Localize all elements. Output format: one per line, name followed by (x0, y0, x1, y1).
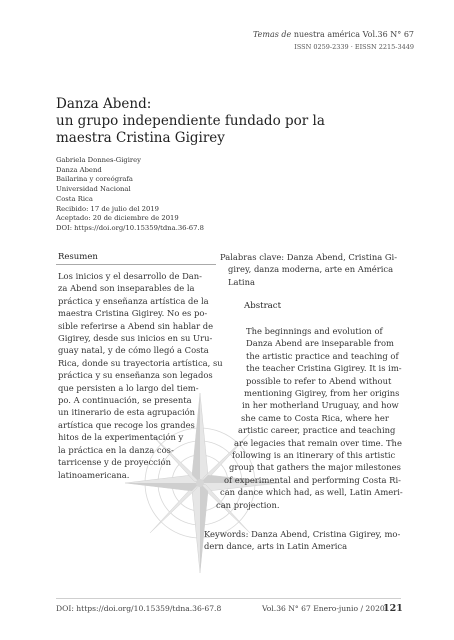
abstract-line: of experimental and performing Costa Ri- (224, 474, 401, 485)
title-line: Danza Abend: (56, 96, 152, 112)
keywords (204, 528, 419, 553)
abstract-line: Danza Abend are inseparable from (246, 338, 394, 349)
author-metadata (56, 156, 256, 234)
article-title (56, 96, 356, 147)
resumen-line: la práctica en la danza cos- (58, 444, 174, 455)
resumen-heading: Resumen (58, 252, 98, 262)
palabras-line: girey, danza moderna, arte en América (228, 264, 394, 275)
keywords-line: dern dance, arts in Latin America (204, 541, 348, 552)
footer-doi-link[interactable]: DOI: https://doi.org/10.15359/tdna.36-67.8 (56, 604, 222, 613)
author-affiliation: Danza Abend (56, 165, 102, 174)
resumen-line: hitos de la experimentación y (58, 432, 184, 443)
resumen-line: práctica y su enseñanza son legados (58, 370, 213, 381)
resumen-line: práctica y enseñanza artística de la (58, 295, 209, 306)
abstract-line: artistic career, practice and teaching (238, 425, 396, 436)
abstract-line: The beginnings and evolution of (246, 326, 383, 336)
title-line: un grupo independiente fundado por la (56, 113, 325, 129)
title-line: maestra Cristina Gigirey (56, 130, 225, 146)
abstract-line: are legacies that remain over time. The (234, 437, 402, 448)
resumen-line: artística que recoge los grandes (58, 419, 195, 430)
resumen-divider (56, 264, 216, 265)
meta-doi-link[interactable]: DOI: https://doi.org/10.15359/tdna.36-67.8 (56, 223, 204, 232)
received-date: Recibido: 17 de julio del 2019 (56, 204, 159, 213)
author-role: Bailarina y coreógrafa (56, 175, 133, 184)
abstract-line: the teacher Cristina Gigirey. It is im- (246, 363, 402, 374)
abstract-body (208, 325, 418, 511)
palabras-line: Palabras clave: Danza Abend, Cristina Gi- (220, 252, 398, 262)
journal-name-italic: Temas de (252, 30, 292, 39)
resumen-line: za Abend son inseparables de la (58, 283, 195, 294)
author-name: Gabriela Donnes-Gigirey (56, 156, 142, 164)
abstract-line: the artistic practice and teaching of (246, 350, 399, 361)
abstract-line: following is an itinerary of this artistic (232, 450, 396, 461)
resumen-line: latinoamericana. (58, 469, 130, 480)
abstract-line: in her motherland Uruguay, and how (242, 400, 399, 411)
resumen-line: Los inicios y el desarrollo de Dan- (58, 271, 203, 281)
resumen-line: Rica, donde su trayectoria artística, su (58, 357, 223, 368)
palabras-line: Latina (228, 276, 255, 287)
abstract-line: possible to refer to Abend without (246, 375, 392, 386)
footer-issue: Vol.36 N° 67 Enero-junio / 2020 (262, 604, 385, 613)
resumen-line: maestra Cristina Gigirey. No es po- (58, 308, 208, 319)
resumen-line: guay natal, y de cómo llegó a Costa (58, 345, 209, 356)
author-institution: Universidad Nacional (56, 185, 131, 194)
accepted-date: Aceptado: 20 de diciembre de 2019 (56, 214, 179, 223)
palabras-clave (220, 251, 420, 288)
footer-divider (56, 598, 401, 599)
resumen-line: sible referirse a Abend sin hablar de (58, 320, 214, 331)
journal-volume: nuestra américa Vol.36 N° 67 (291, 30, 414, 39)
page-number: 121 (383, 603, 403, 614)
resumen-line: que persisten a lo largo del tiem- (58, 382, 199, 393)
resumen-line: po. A continuación, se presenta (58, 395, 192, 406)
abstract-line: can dance which had, as well, Latin Ameri- (220, 487, 403, 498)
resumen-line: un itinerario de esta agrupación (58, 407, 196, 418)
resumen-line: Gigirey, desde sus inicios en su Uru- (58, 333, 213, 344)
abstract-line: mentioning Gigirey, from her origins (244, 388, 400, 399)
abstract-line: can projection. (216, 499, 280, 510)
abstract-heading: Abstract (244, 301, 282, 311)
issn-line: ISSN 0259-2339 · EISSN 2215-3449 (294, 43, 414, 51)
author-country: Costa Rica (56, 194, 93, 203)
abstract-line: she came to Costa Rica, where her (241, 412, 389, 423)
resumen-line: tarricense y de proyección (58, 457, 171, 468)
abstract-line: group that gathers the major milestones (229, 462, 401, 473)
journal-header (253, 30, 414, 39)
keywords-line: Keywords: Danza Abend, Cristina Gigirey, mo- (204, 529, 401, 539)
